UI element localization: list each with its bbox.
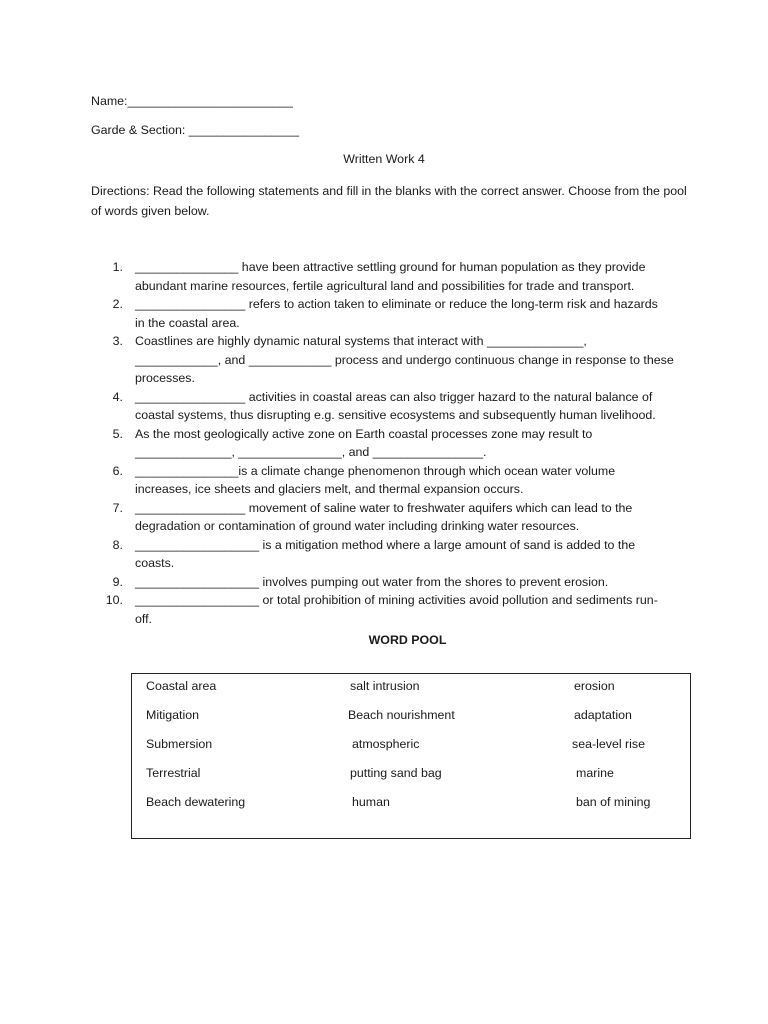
word-pool-item: human [352, 795, 390, 809]
word-pool-item: sea-level rise [572, 737, 645, 751]
question-item [95, 425, 685, 462]
question-item [95, 295, 685, 332]
word-pool-item: Mitigation [146, 708, 200, 722]
grade-section-field[interactable]: Garde & Section: ________________ [91, 123, 300, 137]
question-item [95, 332, 685, 388]
word-pool-item: Beach nourishment [348, 708, 455, 722]
word-pool-item: adaptation [574, 708, 632, 722]
question-item [95, 388, 685, 425]
word-pool-box [131, 673, 691, 839]
question-text[interactable]: _______________ have been attractive settling ground for human population as they provide abundant marine resources, fertile agricultural land and possibilities for trade and transport. [135, 260, 646, 293]
question-number: 5. [112, 426, 123, 441]
question-number: 2. [112, 297, 123, 311]
question-item [95, 591, 685, 628]
question-number: 3. [112, 334, 123, 348]
word-pool-item: putting sand bag [350, 766, 442, 780]
word-pool-item: erosion [574, 679, 615, 693]
question-item [95, 536, 685, 573]
name-field[interactable]: Name:________________________ [91, 94, 293, 108]
question-number: 9. [112, 574, 123, 589]
question-number: 10. [105, 593, 123, 607]
question-item [95, 258, 685, 295]
question-text[interactable]: __________________ or total prohibition of mining activities avoid pollution and sediments run- off. [135, 593, 658, 626]
question-text[interactable]: __________________ involves pumping out water from the shores to prevent erosion. [135, 574, 609, 589]
page-title: Written Work 4 [343, 152, 425, 166]
question-text[interactable]: __________________ is a mitigation method where a large amount of sand is added to the coasts. [135, 537, 636, 570]
word-pool-item: Coastal area [146, 679, 217, 693]
question-text[interactable]: ________________ refers to action taken to eliminate or reduce the long-term risk and hazards in the coastal area. [135, 297, 658, 330]
question-number: 6. [112, 463, 123, 478]
question-text[interactable]: _______________is a climate change phenomenon through which ocean water volume increases, ice sheets and glaciers melt, and thermal expansion occurs. [135, 463, 616, 496]
word-pool-item: marine [576, 766, 614, 780]
word-pool-item: Submersion [146, 737, 213, 751]
question-item [95, 462, 685, 499]
question-item [95, 573, 685, 592]
word-pool-item: ban of mining [576, 795, 651, 809]
word-pool-heading: WORD POOL [368, 633, 447, 647]
question-number: 4. [112, 389, 123, 404]
directions-text: Directions: Read the following statements and fill in the blanks with the correct answer. Choose from the pool of words given below. [91, 184, 687, 218]
question-number: 7. [112, 500, 123, 515]
word-pool-item: Beach dewatering [146, 795, 246, 809]
question-text[interactable]: Coastlines are highly dynamic natural systems that interact with ______________, ____________, and ____________ process and undergo continuous change in response to these processes. [135, 334, 674, 385]
question-number: 8. [112, 537, 123, 552]
word-pool-item: Terrestrial [146, 766, 201, 780]
question-number: 1. [112, 260, 123, 274]
question-text[interactable]: As the most geologically active zone on Earth coastal processes zone may result to ______________, _______________, and ________________. [135, 426, 593, 459]
question-item [95, 499, 685, 536]
word-pool-item: atmospheric [352, 737, 420, 751]
question-list [95, 258, 685, 628]
word-pool-item: salt intrusion [350, 679, 420, 693]
question-text[interactable]: ________________ activities in coastal areas can also trigger hazard to the natural balance of coastal systems, thus disrupting e.g. sensitive ecosystems and subsequently human livelihood. [135, 389, 656, 422]
question-text[interactable]: ________________ movement of saline water to freshwater aquifers which can lead to the degradation or contamination of ground water including drinking water resources. [135, 500, 633, 533]
